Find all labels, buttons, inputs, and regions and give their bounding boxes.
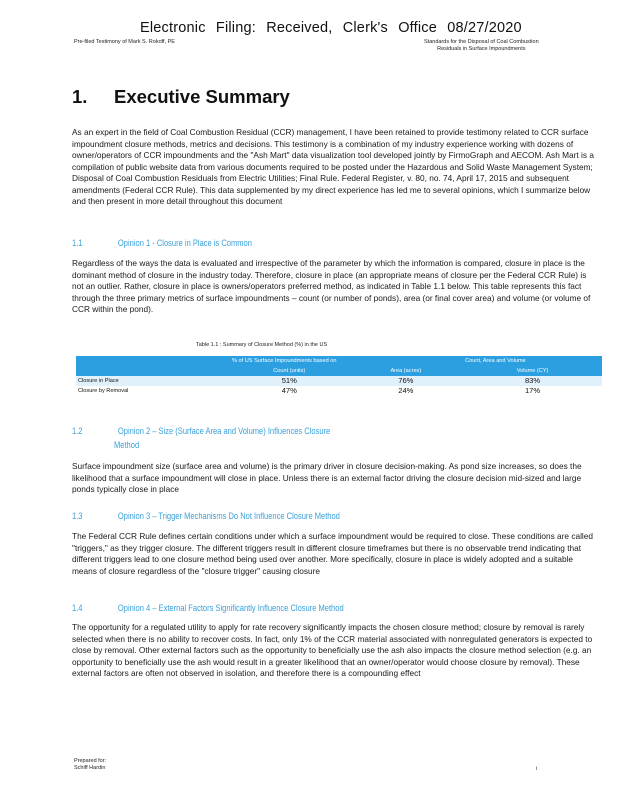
table-cell: 24% (349, 386, 464, 396)
page-number: i (536, 766, 538, 772)
opinion-paragraph-2 (72, 461, 600, 496)
table-cell: 51% (230, 376, 349, 386)
opinion-heading-1 (72, 238, 252, 248)
table-cell: 83% (463, 376, 602, 386)
opinion-heading-3 (72, 511, 340, 521)
table-header-right: Count, Area and Volume (463, 356, 602, 366)
section-heading (72, 86, 290, 108)
section-title: Executive Summary (114, 86, 290, 107)
opinion-heading-2-line2: Method (114, 440, 140, 450)
row-label: Closure in Place (76, 376, 230, 386)
column-header-count: Count (units) (230, 366, 349, 376)
table-row (76, 386, 602, 396)
closure-summary-table (76, 356, 602, 396)
opinion-text: The opportunity for a regulated utility to apply for rate recovery significantly impacts the chosen closure method; closure by removal is rarely selected when there is no ability to recover costs. In fact, only 1% of the CCR material associated with nonregulated generators is expected to close by removal. Other external factors such as the opportunity to beneficially use the ash also impacts the closure method selection (e.g. an opportunity to beneficially use the ash would result in a greater likelihood that an owner/operator would choose closure by removal). These external factors are often not observed in isolation, and therefore there is a compounding effect (72, 622, 593, 679)
column-header-area: Area (acres) (349, 366, 464, 376)
header-right-line2: Residuals in Surface Impoundments (437, 45, 526, 52)
footer-line-2: Schiff Hardin (74, 765, 106, 771)
opinion-number: 1.3 (72, 511, 83, 521)
opinion-text: Surface impoundment size (surface area and volume) is the primary driver in closure decision-making. As pond size increases, so does the likelihood that a surface impoundment will close in place. Unless there is an external factor driving the closure decision mid-sized and large ponds typically close in place (72, 461, 582, 495)
opinion-number: 1.1 (72, 238, 83, 248)
table-cell: 47% (230, 386, 349, 396)
opinion-text: The Federal CCR Rule defines certain conditions under which a surface impoundment would be required to close. These conditions are called "triggers," as they trigger closure. The different triggers result in different closure timeframes but there is no observable trend indicating that different triggers lead to one closure method being used over another. More specifically, closure in place is widely adopted and a suitable means of closure regardless of the "closure trigger" causing closure (72, 531, 593, 576)
table-row (76, 376, 602, 386)
row-label: Closure by Removal (76, 386, 230, 396)
opinion-number: 1.4 (72, 603, 83, 613)
section-number: 1. (72, 86, 88, 107)
opinion-number: 1.2 (72, 426, 83, 436)
table-cell: 17% (463, 386, 602, 396)
opinion-title: Opinion 2 – Size (Surface Area and Volume) Influences Closure (117, 426, 331, 436)
column-header-volume: Volume (CY) (463, 366, 602, 376)
table-header-row-1 (76, 356, 602, 366)
opinion-paragraph-4 (72, 622, 600, 680)
opinion-heading-4 (72, 603, 344, 613)
opinion-text: Regardless of the ways the data is evaluated and irrespective of the parameter by which the information is compared, closure in place is the dominant method of closure in the industry today. Therefore, closure in place (an appropriate means of closure per the Federal CCR Rule) is not an outlier. Rather, closure in place is owners/operators preferred method, as indicated in Table 1.1 below. This table represents this fact through the three primary metrics of surface impoundments – count (or number of ponds), area (or final cover area) and volume (or volume of CCR within the pond). (72, 258, 591, 315)
opinion-title: Opinion 4 – External Factors Significantly Influence Closure Method (117, 603, 344, 613)
opinion-title: Opinion 3 – Trigger Mechanisms Do Not Influence Closure Method (117, 511, 340, 521)
footer-line-1: Prepared for: (74, 758, 107, 764)
header-right-line1: Standards for the Disposal of Coal Combustion (424, 39, 539, 45)
table-header-row-2 (76, 366, 602, 376)
table-caption: Table 1.1 : Summary of Closure Method (%) in the US (196, 342, 328, 348)
table-header-left: % of US Surface Impoundments based on (230, 356, 463, 366)
header-left: Pre-filed Testimony of Mark S. Rokoff, PE (74, 39, 175, 45)
intro-text: As an expert in the field of Coal Combustion Residual (CCR) management, I have been retained to provide testimony related to CCR surface impoundment closure methods, metrics and decisions. This testimony is a combination of my industry experience working with dozens of owner/operators of CCR impoundments and the "Ash Mart" data visualization tool developed jointly by FirmoGraph and AECOM. Ash Mart is a compilation of public website data from various documents required to be posted under the Hazardous and Solid Waste Management System; Disposal of Coal Combustion Residuals from Electric Utilities; Final Rule. Federal Register, v. 80, no. 74, April 17, 2015 and subsequent amendments (Federal CCR Rule). This data supplemented by my direct experience has led me to several opinions, which I summarize below and then present in more detail throughout this document (72, 127, 594, 207)
header-right (424, 39, 539, 52)
opinion-paragraph-1 (72, 258, 600, 316)
opinion-paragraph-3 (72, 531, 600, 577)
footer-prepared (74, 758, 106, 772)
opinion-heading-2 (72, 426, 330, 436)
table-cell: 76% (349, 376, 464, 386)
opinion-title: Opinion 1 - Closure in Place is Common (117, 238, 252, 248)
filing-stamp: Electronic Filing: Received, Clerk's Office 08/27/2020 (140, 20, 522, 36)
intro-paragraph (72, 127, 600, 208)
